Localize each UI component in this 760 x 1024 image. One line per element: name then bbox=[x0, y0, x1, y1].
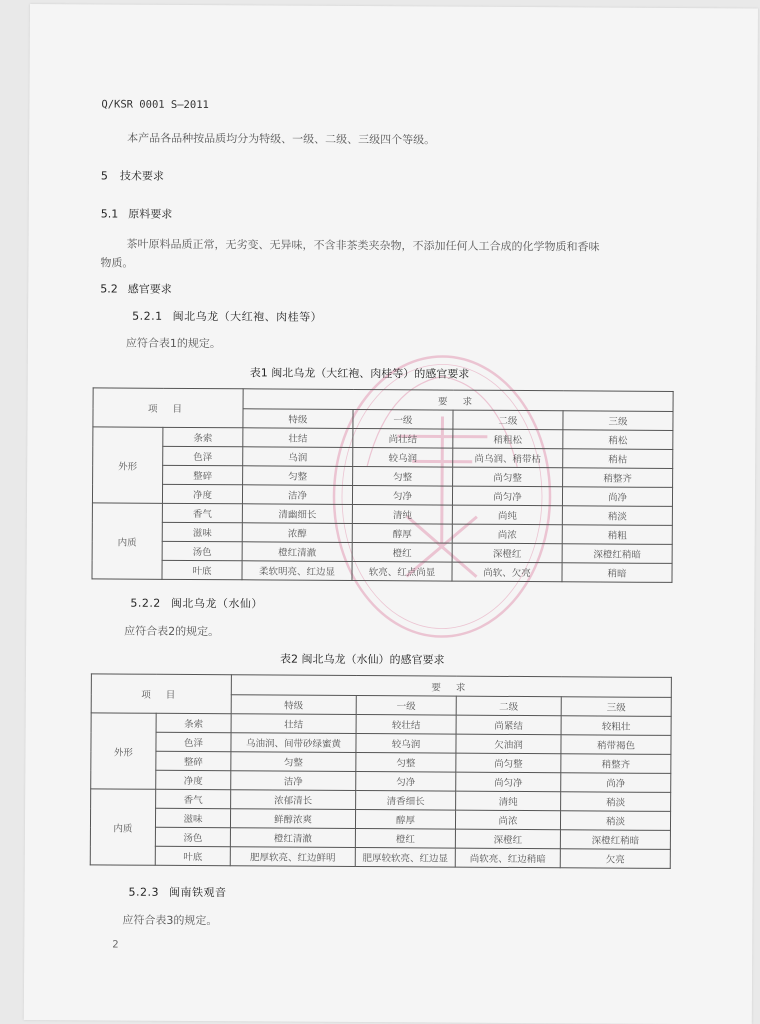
item-label: 香气 bbox=[156, 789, 231, 808]
table-cell: 深橙红稍暗 bbox=[562, 544, 672, 564]
table-cell: 稍带褐色 bbox=[561, 735, 671, 755]
grade-header: 特级 bbox=[243, 409, 353, 429]
table2-reference: 应符合表2的规定。 bbox=[124, 624, 220, 639]
table-cell: 尚乌润、稍带枯 bbox=[453, 448, 563, 468]
item-label: 叶底 bbox=[162, 560, 242, 579]
section-number: 5.2.1 bbox=[132, 309, 163, 323]
section-title: 闽北乌龙（水仙） bbox=[170, 596, 263, 611]
table-cell: 尚浓 bbox=[452, 524, 562, 544]
table-cell: 柔软明亮、红边显 bbox=[242, 561, 352, 581]
table-row bbox=[92, 560, 672, 583]
table-cell: 尚壮结 bbox=[353, 428, 453, 448]
item-label: 香气 bbox=[162, 503, 242, 522]
group-label: 外形 bbox=[91, 713, 156, 789]
raw-material-text-line2: 物质。 bbox=[100, 256, 134, 270]
table-cell: 浓郁清长 bbox=[231, 790, 356, 810]
section-number: 5.2.2 bbox=[130, 596, 161, 610]
table-cell: 尚软亮、红边稍暗 bbox=[455, 848, 560, 868]
grade-header: 二级 bbox=[456, 696, 561, 716]
item-label: 净度 bbox=[162, 484, 242, 503]
table-cell: 深橙红稍暗 bbox=[560, 830, 670, 850]
section-number: 5.2.3 bbox=[128, 885, 160, 899]
header-requirement-cell: 要 求 bbox=[231, 675, 671, 698]
table-cell: 较乌润 bbox=[353, 447, 453, 467]
raw-material-text-line1: 茶叶原料品质正常，无劣变、无异味，不含非茶类夹杂物，不添加任何人工合成的化学物质和香味 bbox=[126, 237, 600, 254]
table1-caption: 表1 闽北乌龙（大红袍、肉桂等）的感官要求 bbox=[249, 366, 470, 381]
item-label: 滋味 bbox=[155, 808, 230, 827]
item-label: 净度 bbox=[156, 770, 231, 789]
table-cell: 橙红清澈 bbox=[242, 542, 352, 562]
section-5-2-2-heading bbox=[130, 595, 263, 612]
group-label: 内质 bbox=[92, 503, 162, 579]
item-label: 整碎 bbox=[163, 465, 243, 484]
table-cell: 尚浓 bbox=[455, 810, 560, 830]
section-title: 闽南铁观音 bbox=[169, 885, 227, 900]
table1-reference: 应符合表1的规定。 bbox=[125, 336, 221, 351]
section-5-2-3-heading bbox=[129, 884, 227, 901]
item-label: 色泽 bbox=[156, 732, 231, 751]
header-item-cell: 项 目 bbox=[91, 674, 231, 714]
table-cell: 稍整齐 bbox=[563, 468, 673, 488]
header-requirement-cell: 要 求 bbox=[243, 389, 673, 412]
grade-header: 二级 bbox=[453, 410, 563, 430]
table-cell: 较壮结 bbox=[356, 715, 456, 735]
table-cell: 稍粗松 bbox=[453, 429, 563, 449]
table-header-row bbox=[91, 674, 671, 698]
table-cell: 匀整 bbox=[356, 753, 456, 773]
table-cell: 醇厚 bbox=[355, 810, 455, 830]
table-cell: 尚软、欠亮 bbox=[452, 562, 562, 582]
item-label: 色泽 bbox=[163, 446, 243, 465]
table-cell: 尚匀净 bbox=[456, 772, 561, 792]
table3-reference: 应符合表3的规定。 bbox=[122, 913, 218, 928]
grade-header: 三级 bbox=[561, 697, 671, 717]
standard-number: Q/KSR 0001 S—2011 bbox=[101, 98, 209, 112]
table-cell: 软亮、红点尚显 bbox=[352, 561, 452, 581]
section-title: 感官要求 bbox=[127, 282, 172, 296]
table-cell: 深橙红 bbox=[455, 829, 560, 849]
table-cell: 尚匀净 bbox=[452, 486, 562, 506]
table-cell: 清幽细长 bbox=[242, 504, 352, 524]
table-cell: 清香细长 bbox=[356, 791, 456, 811]
table-cell: 较乌润 bbox=[356, 734, 456, 754]
grade-header: 一级 bbox=[356, 696, 456, 716]
table-cell: 匀整 bbox=[353, 466, 453, 486]
table-cell: 醇厚 bbox=[352, 523, 452, 543]
item-label: 条索 bbox=[156, 713, 231, 732]
header-item-cell: 项 目 bbox=[93, 388, 243, 428]
group-label: 外形 bbox=[92, 427, 162, 503]
table-cell: 尚匀整 bbox=[453, 467, 563, 487]
section-title: 技术要求 bbox=[119, 169, 164, 183]
table2-caption: 表2 闽北乌龙（水仙）的感官要求 bbox=[279, 652, 445, 667]
section-title: 闽北乌龙（大红袍、肉桂等） bbox=[172, 309, 323, 324]
item-label: 叶底 bbox=[155, 846, 230, 865]
table-cell: 肥厚较软亮、红边显 bbox=[355, 848, 455, 868]
item-label: 条索 bbox=[163, 427, 243, 446]
table-cell: 欠油润 bbox=[456, 734, 561, 754]
item-label: 滋味 bbox=[162, 522, 242, 541]
item-label: 整碎 bbox=[156, 751, 231, 770]
table-cell: 清纯 bbox=[352, 504, 452, 524]
table-cell: 尚匀整 bbox=[456, 753, 561, 773]
table2-sensory-requirements bbox=[90, 673, 672, 869]
intro-paragraph: 本产品各品种按品质均分为特级、一级、二级、三级四个等级。 bbox=[127, 131, 436, 147]
section-5-2-heading bbox=[100, 280, 172, 296]
table-cell: 稍淡 bbox=[561, 792, 671, 812]
table-cell: 壮结 bbox=[243, 428, 353, 448]
table-cell: 稍枯 bbox=[563, 449, 673, 469]
table-cell: 壮结 bbox=[231, 714, 356, 734]
table-cell: 乌润 bbox=[243, 447, 353, 467]
table-cell: 橙红 bbox=[355, 829, 455, 849]
table-cell: 稍暗 bbox=[562, 563, 672, 583]
table-cell: 橙红清澈 bbox=[230, 828, 355, 848]
table-cell: 深橙红 bbox=[452, 543, 562, 563]
table-cell: 较粗壮 bbox=[561, 716, 671, 736]
table-cell: 匀整 bbox=[243, 466, 353, 486]
table-cell: 清纯 bbox=[456, 791, 561, 811]
table-cell: 稍整齐 bbox=[561, 754, 671, 774]
item-label: 汤色 bbox=[162, 541, 242, 560]
item-label: 汤色 bbox=[155, 827, 230, 846]
table-cell: 橙红 bbox=[352, 542, 452, 562]
section-number: 5.1 bbox=[100, 207, 119, 221]
table-header-row bbox=[93, 388, 673, 412]
table-cell: 尚紧结 bbox=[456, 715, 561, 735]
table-cell: 稍粗 bbox=[562, 525, 672, 545]
section-5-1-heading bbox=[101, 205, 173, 221]
table-cell: 尚净 bbox=[562, 487, 672, 507]
section-number: 5.2 bbox=[100, 282, 118, 296]
table-cell: 匀净 bbox=[356, 772, 456, 792]
section-number: 5 bbox=[100, 169, 108, 183]
page-number: 2 bbox=[112, 939, 119, 951]
section-5-heading bbox=[101, 167, 164, 183]
section-5-2-1-heading bbox=[132, 308, 322, 325]
table-cell: 匀整 bbox=[231, 752, 356, 772]
table-cell: 尚纯 bbox=[452, 505, 562, 525]
table-cell: 匀净 bbox=[352, 485, 452, 505]
table-cell: 乌油润、间带砂绿蜜黄 bbox=[231, 733, 356, 753]
section-title: 原料要求 bbox=[128, 207, 173, 221]
grade-header: 一级 bbox=[353, 409, 453, 429]
table-cell: 稍松 bbox=[563, 430, 673, 450]
group-label: 内质 bbox=[90, 789, 155, 865]
document-page bbox=[24, 4, 758, 1024]
table-cell: 欠亮 bbox=[560, 849, 670, 869]
table-cell: 鲜醇浓爽 bbox=[230, 809, 355, 829]
table-cell: 肥厚软亮、红边鲜明 bbox=[230, 847, 355, 867]
table-row bbox=[90, 846, 670, 869]
table-cell: 浓醇 bbox=[242, 523, 352, 543]
grade-header: 特级 bbox=[231, 695, 356, 715]
table-cell: 洁净 bbox=[231, 771, 356, 791]
table-cell: 尚净 bbox=[561, 773, 671, 793]
table-cell: 洁净 bbox=[242, 485, 352, 505]
grade-header: 三级 bbox=[563, 411, 673, 431]
table-cell: 稍淡 bbox=[562, 506, 672, 526]
table-cell: 稍淡 bbox=[560, 811, 670, 831]
table1-sensory-requirements bbox=[91, 387, 673, 583]
